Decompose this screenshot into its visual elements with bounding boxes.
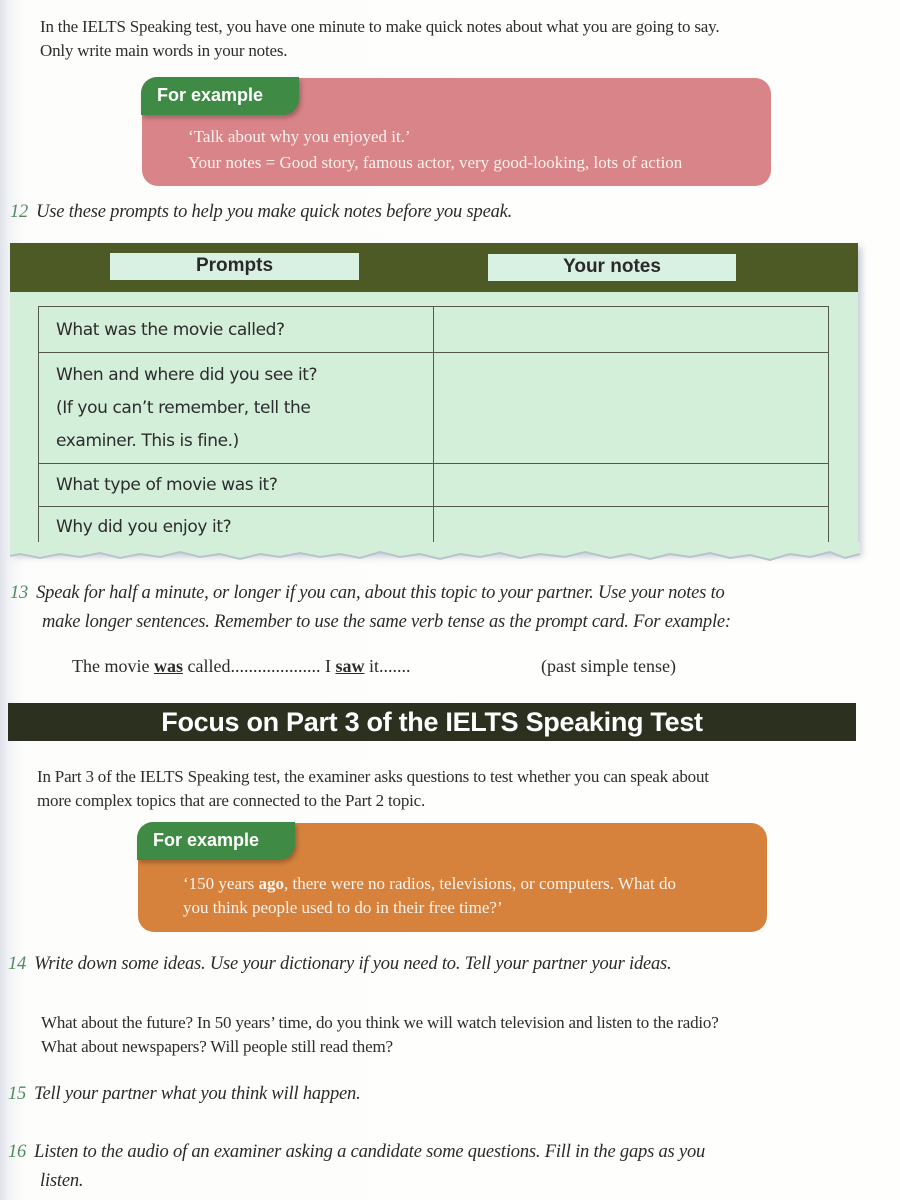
prompt-cell [39,307,434,353]
prompt-text: What type of movie was it? [56,475,278,495]
sentence-part: called.................... I [183,656,336,676]
example-question-line-2: you think people used to do in their free time?’ [183,898,503,917]
torn-paper-edge [10,542,860,566]
bold-word-ago: ago [258,874,285,893]
intro-line-2: Only write main words in your notes. [40,41,288,60]
task-15 [8,1080,878,1109]
sentence-part: it....... [364,656,411,676]
task-number: 15 [8,1084,27,1104]
task-text: Tell your partner what you think will happen. [34,1084,361,1104]
example-question-line-1 [183,871,676,896]
task-number: 12 [10,202,29,222]
task-14 [8,950,878,979]
notes-cell[interactable] [434,507,829,547]
prompt-text: What was the movie called? [56,319,285,340]
prompt-cell [39,353,434,464]
example-prompt-line: ‘Talk about why you enjoyed it.’ [188,127,411,146]
prompts-table [38,306,829,547]
text-part: , there were no radios, televisions, or computers. What do [284,874,677,893]
part3-intro [37,765,877,813]
example-notes-line: Your notes = Good story, famous actor, very good-looking, lots of action [188,153,683,172]
future-line-1: What about the future? In 50 years’ time, do you think we will watch television and listen to the radio? [41,1013,719,1032]
table-row [39,507,829,547]
future-line-2: What about newspapers? Will people still read them? [41,1037,393,1056]
part3-intro-line-2: more complex topics that are connected to the Part 2 topic. [37,791,426,810]
task-text-line-2: listen. [40,1171,84,1191]
intro-paragraph [40,15,860,63]
prompt-text: examiner. This is fine.) [56,430,239,451]
task-number: 16 [8,1142,27,1162]
header-prompts: Prompts [110,253,359,280]
task-text-line-1: Speak for half a minute, or longer if you can, about this topic to your partner. Use your notes to [36,583,725,603]
example-callout-pink [142,78,771,186]
notes-cell[interactable] [434,307,829,353]
text-part: ‘150 years [183,874,259,893]
task-text-line-1: Listen to the audio of an examiner asking a candidate some questions. Fill in the gaps as you [34,1142,706,1162]
for-example-tab: For example [137,822,295,860]
for-example-tab: For example [141,77,299,115]
task-number: 14 [8,954,27,974]
table-row [39,464,829,507]
task-12 [10,198,870,227]
header-your-notes: Your notes [488,254,736,281]
prompt-text: Why did you enjoy it? [56,516,232,537]
part3-intro-line-1: In Part 3 of the IELTS Speaking test, the examiner asks questions to test whether you can speak about [37,767,709,786]
table-row [39,307,829,353]
example-sentence [72,656,411,677]
task-text-line-2: make longer sentences. Remember to use the same verb tense as the prompt card. For example: [42,612,731,632]
verb-was: was [153,656,183,676]
verb-saw: saw [335,656,365,676]
prompt-cell [39,507,434,547]
task-16 [8,1138,878,1196]
prompt-text: (If you can’t remember, tell the [56,397,311,418]
example-callout-orange [138,823,767,932]
task-text: Use these prompts to help you make quick notes before you speak. [36,202,513,222]
task-13 [10,579,880,637]
task-text: Write down some ideas. Use your dictionary if you need to. Tell your partner your ideas. [34,954,672,974]
tense-note: (past simple tense) [541,656,676,676]
notes-cell[interactable] [434,353,829,464]
task-number: 13 [10,583,29,603]
section-heading: Focus on Part 3 of the IELTS Speaking Test [8,703,856,741]
prompt-cell [39,464,434,507]
future-question [41,1011,881,1059]
intro-line-1: In the IELTS Speaking test, you have one minute to make quick notes about what you are going to say. [40,17,720,36]
sentence-part: The movie [72,656,154,676]
notes-cell[interactable] [434,464,829,507]
table-row [39,353,829,464]
prompt-text: When and where did you see it? [56,364,318,385]
